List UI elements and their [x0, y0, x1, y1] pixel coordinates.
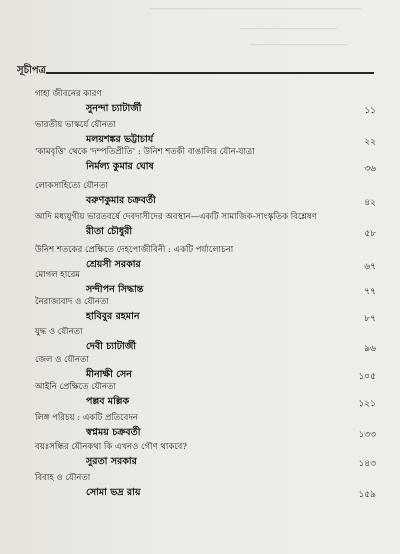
- entry-page-number: ৬৭: [364, 262, 376, 272]
- entry-author: সোমা ভদ্র রায়: [86, 487, 141, 498]
- entry-title: বিবাহ ও যৌনতা: [35, 473, 91, 483]
- entry-author: শ্রেয়সী সরকার: [86, 259, 141, 270]
- entry-title: নৈরাজ্যবাদ ও যৌনতা: [35, 297, 109, 307]
- entry-title: যুদ্ধ ও যৌনতা: [35, 327, 83, 337]
- entry-page-number: ১৪৩: [358, 459, 376, 469]
- entry-page-number: ৫৮: [364, 229, 376, 239]
- entry-author: নির্মল্য কুমার ঘোষ: [86, 161, 154, 172]
- entry-author: বরুণকুমার চক্রবর্তী: [86, 195, 156, 206]
- entry-title: লিঙ্গ পরিচয় : একটি প্রতিবেদন: [35, 413, 138, 423]
- entry-title: ভারতীয় ভাস্কর্যে যৌনতা: [35, 120, 116, 130]
- page-heading: সূচীপত্র: [17, 65, 46, 76]
- entry-page-number: ৭৭: [364, 287, 376, 297]
- toc-entry: [0, 471, 400, 511]
- entry-title: 'কামবৃত্তি' থেকে 'দম্পতিপ্রীতি' : উনিশ শতকী বাঙালির যৌন-যাত্রা: [35, 147, 255, 157]
- entry-title: আইনি প্রেক্ষিতে যৌনতা: [35, 382, 116, 392]
- entry-page-number: ১১: [364, 106, 376, 116]
- entry-title: বয়ঃসন্ধির যৌনকথা কি এখনও গৌণ থাকবে?: [35, 442, 187, 452]
- entry-author: সন্দীপন সিদ্ধান্ত: [86, 284, 144, 295]
- show-through: ━━━━━━━━━━━━━━━━━━━━━━━: [240, 25, 337, 33]
- entry-page-number: ১০৫: [358, 372, 376, 382]
- entry-page-number: ৯৬: [364, 344, 376, 354]
- entry-author: হাবিবুর রহমান: [86, 311, 140, 322]
- entry-page-number: ২২: [364, 137, 376, 147]
- entry-page-number: ৩৬: [364, 164, 376, 174]
- heading-rule: [46, 72, 374, 74]
- entry-title: উনিশ শতকের প্রেক্ষিতে দেহপোজীবিনী : একটি পর্যালোচনা: [35, 245, 234, 255]
- entry-title: আদি মধ্যযুগীয় ভারতবর্ষে দেবদাসীদের অবস্থান—একটি সামাজিক-সাংস্কৃতিক বিশ্লেষণ: [35, 212, 317, 222]
- entry-page-number: ১৩৩: [358, 430, 376, 440]
- entry-title: গাহা জীবনের কারণ: [35, 89, 102, 99]
- show-through: ━━━━━━━━━━━━━━━━━━━━━━━: [250, 41, 347, 49]
- entry-author: সুনন্দা চ্যাটার্জী: [86, 103, 142, 114]
- entry-author: দেবী চ্যাটার্জী: [86, 341, 136, 352]
- show-through: ━━━━━━━━━━━━━━━━━━━━━━━━━━━━━━━━━━━━━━━━━━━━━━━━━━: [150, 5, 361, 13]
- entry-author: সুরতা সরকার: [86, 456, 137, 467]
- entry-author: রীতা চৌধুরী: [86, 226, 133, 237]
- entry-title: জেল ও যৌনতা: [35, 355, 89, 365]
- entry-page-number: ৪২: [364, 198, 376, 208]
- entry-author: স্বপ্নময় চক্রবর্তী: [86, 427, 141, 438]
- entry-author: মীনাক্ষী সেন: [86, 369, 132, 380]
- entry-page-number: ১৫৯: [358, 490, 376, 500]
- entry-page-number: ৮৭: [364, 314, 376, 324]
- entry-author: মলয়শঙ্কর ভট্টাচার্য: [86, 134, 154, 145]
- entry-page-number: ১২১: [358, 399, 376, 409]
- entry-title: মোগল হারেম: [35, 270, 80, 280]
- entry-title: লোকসাহিত্যে যৌনতা: [35, 181, 108, 191]
- entry-author: পল্লব মল্লিক: [86, 396, 130, 407]
